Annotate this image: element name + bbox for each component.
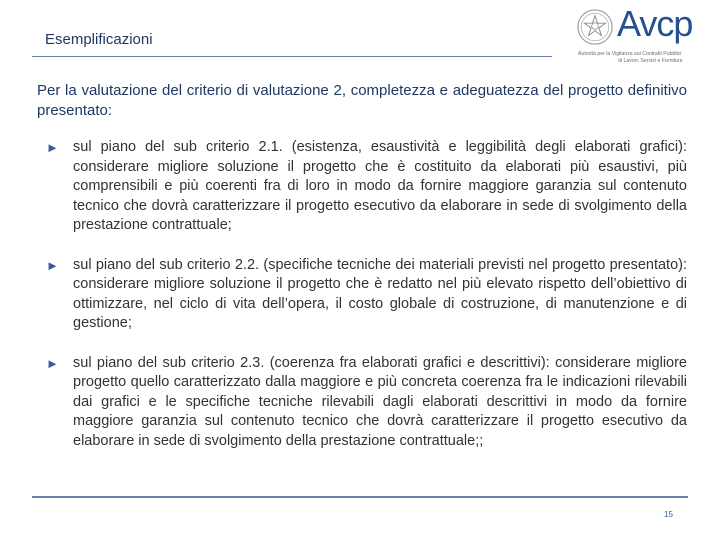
list-item-text: sul piano del sub criterio 2.1. (esistenza, esaustività e leggibilità degli elaborati grafici): considerare migliore soluzione il progetto che è costituito da elaborati più esaustivi, più comprensibili e più coerenti fra di loro in modo da fornire maggiore garanzia sul contenuto tecnico che dovrà caratterizzare il progetto esecutivo da elaborare in sede di svolgimento della prestazione contrattuale; [73, 139, 687, 233]
page-number: 15 [664, 510, 673, 519]
list-item [46, 138, 687, 236]
criteria-list [46, 138, 687, 471]
list-item-text: sul piano del sub criterio 2.2. (specifiche tecniche dei materiali previsti nel progetto presentato): considerare migliore soluzione il progetto che è redatto nel più elevato rispetto dell’obiettivo di ottimizzare, nel ciclo di vita dell’opera, il costo globale di costruzione, di manutenzione e di gestione; [73, 256, 687, 331]
list-item [46, 354, 687, 452]
logo-wordmark: Avcp [617, 3, 693, 44]
logo-subtitle: Autorità per la Vigilanza sui Contratti Pubblici [578, 51, 682, 57]
logo-subtitle: di Lavori, Servizi e Forniture [618, 58, 683, 64]
arrow-bullet-icon: ► [46, 257, 59, 273]
slide-title: Esemplificazioni [45, 31, 153, 48]
list-item [46, 256, 687, 334]
list-item-text: sul piano del sub criterio 2.3. (coerenza fra elaborati grafici e descrittivi): considerare migliore progetto quello caratterizzato dalla maggiore e più concreta coerenza fra le indicazioni rilevabili dai grafici e le specifiche tecniche rilevabili dagli elaborati descrittivi in modo da fornire maggiore garanzia sul contenuto tecnico che dovrà caratterizzare il progetto esecutivo da elaborare in sede di svolgimento della prestazione contrattuale;; [73, 354, 687, 449]
avcp-logo [574, 3, 716, 64]
arrow-bullet-icon: ► [46, 355, 59, 371]
intro-paragraph: Per la valutazione del criterio di valutazione 2, completezza e adeguatezza del progetto definitivo presentato: [37, 82, 687, 119]
header-divider [32, 56, 552, 57]
italian-republic-emblem-icon [576, 8, 614, 46]
footer-divider [32, 496, 688, 498]
arrow-bullet-icon: ► [46, 140, 59, 155]
